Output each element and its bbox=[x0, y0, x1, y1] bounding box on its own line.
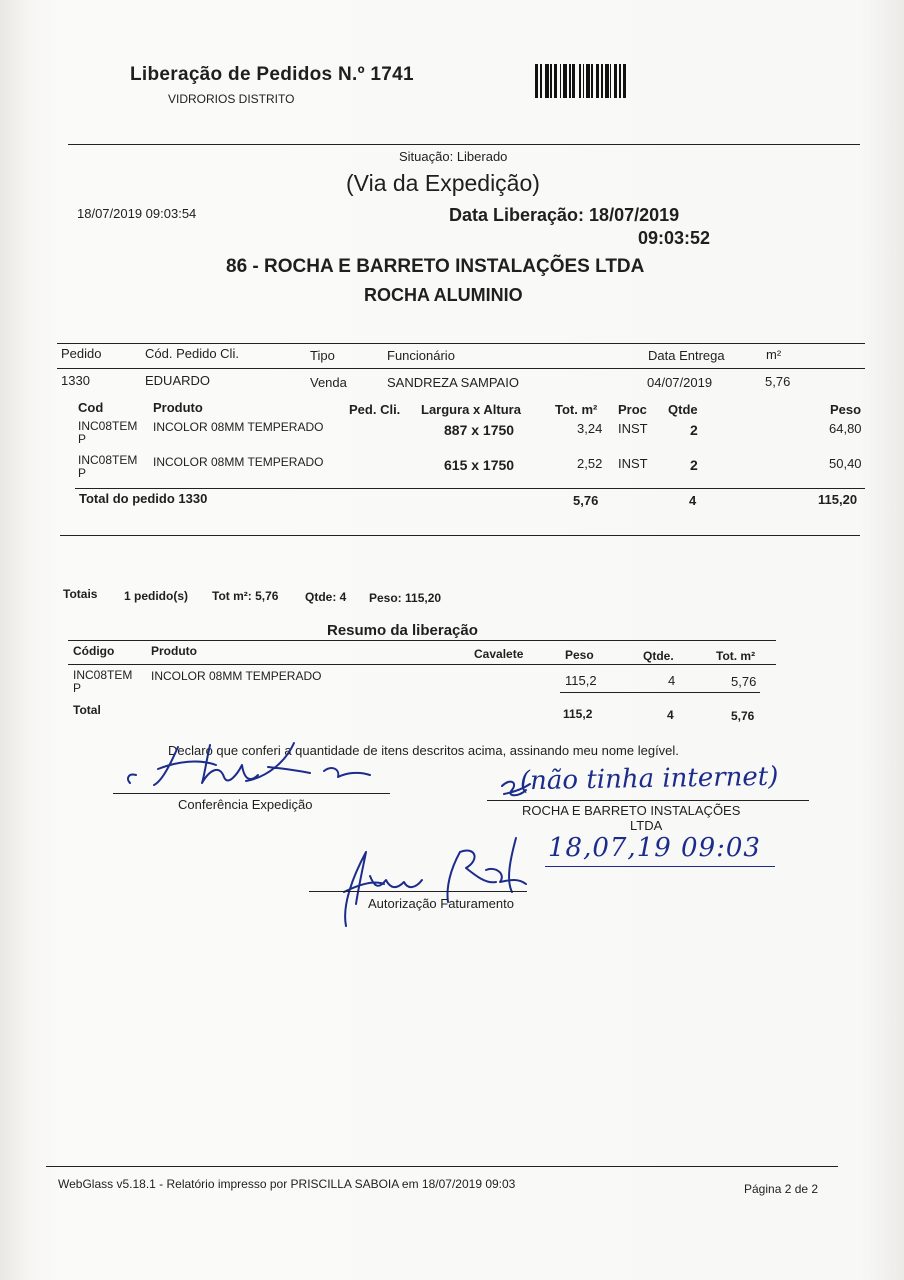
header-divider bbox=[68, 144, 860, 145]
item-row-2-peso: 50,40 bbox=[829, 456, 862, 471]
resumo-total-tot-m2: 5,76 bbox=[731, 709, 755, 723]
order-total-peso: 115,20 bbox=[818, 492, 858, 507]
autorizacao-label: Autorização Faturamento bbox=[368, 896, 514, 911]
col-tipo: Tipo bbox=[310, 348, 335, 363]
item-row-1-peso: 64,80 bbox=[829, 421, 862, 436]
footer-divider bbox=[46, 1166, 838, 1167]
via-label: (Via da Expedição) bbox=[346, 170, 540, 196]
footer-print-info: WebGlass v5.18.1 - Relatório impresso por PRISCILLA SABOIA em 18/07/2019 09:03 bbox=[58, 1177, 516, 1191]
item-row-1-dims: 887 x 1750 bbox=[444, 422, 515, 438]
item-row-2-tot-m2: 2,52 bbox=[577, 456, 603, 471]
item-row-2-produto: INCOLOR 08MM TEMPERADO bbox=[153, 455, 324, 469]
document-title: Liberação de Pedidos N.º 1741 bbox=[130, 64, 414, 85]
order-bottom-divider bbox=[60, 535, 860, 536]
document-subtitle: VIDRORIOS DISTRITO bbox=[168, 92, 295, 106]
order-pedido-value: 1330 bbox=[61, 373, 90, 388]
item-col-ped-cli: Ped. Cli. bbox=[349, 402, 401, 417]
resumo-col-peso: Peso bbox=[565, 648, 594, 662]
resumo-total-divider bbox=[560, 692, 760, 693]
totals-label: Totais bbox=[63, 587, 98, 601]
autorizacao-signature bbox=[300, 830, 560, 930]
resumo-row-qtde: 4 bbox=[668, 673, 676, 688]
item-row-1-produto: INCOLOR 08MM TEMPERADO bbox=[153, 420, 324, 434]
company-sign-label-1: ROCHA E BARRETO INSTALAÇÕES bbox=[522, 803, 741, 818]
item-col-qtde: Qtde bbox=[668, 402, 698, 417]
footer-page-number: Página 2 de 2 bbox=[744, 1182, 819, 1196]
item-col-peso: Peso bbox=[830, 402, 862, 417]
resumo-col-codigo: Código bbox=[73, 644, 115, 658]
order-total-divider bbox=[75, 488, 865, 489]
handwritten-date-underline bbox=[545, 866, 775, 867]
item-row-2-qtde: 2 bbox=[690, 457, 698, 473]
item-row-1-proc: INST bbox=[618, 421, 648, 436]
col-data-entrega: Data Entrega bbox=[648, 348, 725, 363]
order-tipo-value: Venda bbox=[310, 375, 347, 390]
order-header-divider bbox=[57, 368, 865, 369]
order-total-m2: 5,76 bbox=[573, 493, 599, 508]
order-cod-cli-value: EDUARDO bbox=[145, 373, 211, 388]
resumo-row-produto: INCOLOR 08MM TEMPERADO bbox=[151, 669, 322, 683]
item-row-2-dims: 615 x 1750 bbox=[444, 457, 515, 473]
resumo-top-divider bbox=[68, 640, 776, 641]
totals-pedidos: 1 pedido(s) bbox=[124, 589, 189, 603]
item-row-2-proc: INST bbox=[618, 456, 648, 471]
resumo-header-divider bbox=[68, 664, 776, 665]
resumo-total-peso: 115,2 bbox=[563, 707, 593, 721]
totals-peso: Peso: 115,20 bbox=[369, 591, 442, 605]
order-total-label: Total do pedido 1330 bbox=[79, 491, 208, 506]
company-sign-label-2: LTDA bbox=[630, 818, 663, 833]
company-subname: ROCHA ALUMINIO bbox=[364, 285, 523, 305]
conferencia-sign-line bbox=[113, 793, 390, 794]
company-sign-line bbox=[487, 800, 809, 801]
resumo-title: Resumo da liberação bbox=[327, 622, 478, 639]
order-total-qtde: 4 bbox=[689, 493, 697, 508]
printed-timestamp: 18/07/2019 09:03:54 bbox=[77, 206, 197, 221]
resumo-row-codigo: INC08TEM P bbox=[73, 668, 133, 695]
item-col-proc: Proc bbox=[618, 402, 647, 417]
item-col-largura-altura: Largura x Altura bbox=[421, 402, 521, 417]
order-top-divider bbox=[57, 343, 865, 344]
col-pedido: Pedido bbox=[61, 346, 102, 361]
company-name: 86 - ROCHA E BARRETO INSTALAÇÕES LTDA bbox=[226, 256, 645, 277]
handwritten-note: (não tinha internet) bbox=[519, 761, 779, 797]
conferencia-signature bbox=[118, 725, 388, 795]
resumo-row-peso: 115,2 bbox=[565, 673, 597, 688]
totals-qtde: Qtde: 4 bbox=[305, 590, 347, 604]
declaration-text: Declaro que conferi a quantidade de itens descritos acima, assinando meu nome legível. bbox=[168, 743, 679, 758]
company-signature-mark bbox=[496, 772, 536, 802]
item-row-2-cod: INC08TEM P bbox=[78, 453, 138, 480]
order-m2-value: 5,76 bbox=[765, 374, 791, 389]
handwritten-date: 18,07,19 09:03 bbox=[548, 833, 761, 863]
order-funcionario-value: SANDREZA SAMPAIO bbox=[387, 375, 519, 390]
resumo-col-qtde: Qtde. bbox=[643, 649, 674, 663]
item-row-1-tot-m2: 3,24 bbox=[577, 421, 603, 436]
item-row-1-cod: INC08TEM P bbox=[78, 419, 138, 446]
situacao-status: Situação: Liberado bbox=[399, 149, 508, 164]
resumo-row-tot-m2: 5,76 bbox=[731, 674, 757, 689]
autorizacao-sign-line bbox=[309, 891, 527, 892]
resumo-total-label: Total bbox=[73, 703, 101, 717]
resumo-col-cavalete: Cavalete bbox=[474, 647, 524, 661]
col-cod-pedido-cli: Cód. Pedido Cli. bbox=[145, 346, 239, 361]
totals-tot-m2: Tot m²: 5,76 bbox=[212, 589, 279, 603]
resumo-col-tot-m2: Tot. m² bbox=[716, 649, 756, 663]
item-col-cod: Cod bbox=[78, 400, 104, 415]
data-liberacao-time: 09:03:52 bbox=[638, 228, 711, 248]
barcode-image bbox=[535, 64, 637, 98]
col-m2: m² bbox=[766, 347, 782, 362]
conferencia-label: Conferência Expedição bbox=[178, 797, 313, 812]
order-data-entrega-value: 04/07/2019 bbox=[647, 375, 713, 390]
item-col-produto: Produto bbox=[153, 400, 203, 415]
resumo-col-produto: Produto bbox=[151, 644, 197, 658]
data-liberacao: Data Liberação: 18/07/2019 bbox=[449, 205, 680, 225]
resumo-total-qtde: 4 bbox=[667, 708, 674, 722]
col-funcionario: Funcionário bbox=[387, 348, 455, 363]
item-col-tot-m2: Tot. m² bbox=[555, 402, 598, 417]
item-row-1-qtde: 2 bbox=[690, 422, 698, 438]
